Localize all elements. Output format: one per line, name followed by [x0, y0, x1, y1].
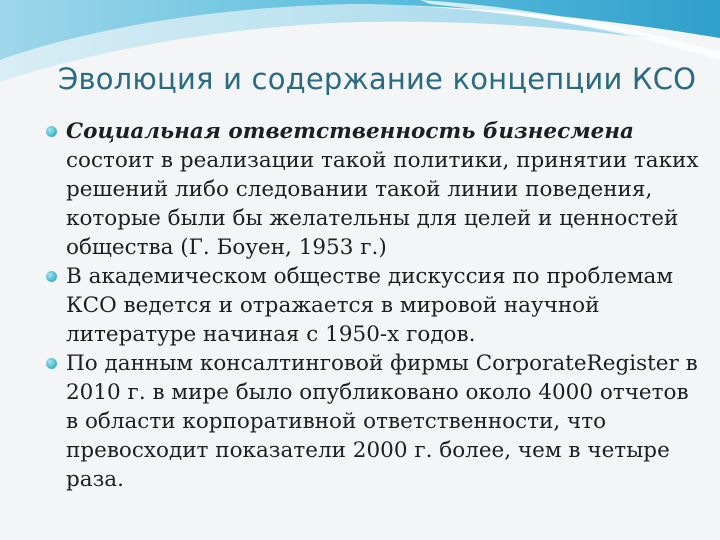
bullet-item-1 [44, 117, 704, 262]
bullet-emphasis: Социальная ответственность бизнесмена [66, 119, 634, 144]
bullet-item-2 [44, 262, 704, 349]
slide-title: Эволюция и содержание концепции КСО [58, 62, 697, 96]
bullet-item-3 [44, 349, 704, 494]
circle-bullet-icon [46, 271, 57, 282]
bullet-list [44, 117, 704, 494]
bullet-text: В академическом обществе дискуссия по проблемам КСО ведется и отражается в мировой научной литературе начиная с 1950-х годов. [66, 264, 674, 347]
bullet-text: По данным консалтинговой фирмы CorporateRegister в 2010 г. в мире было опубликовано около 4000 отчетов в области корпоративной ответственности, что превосходит показатели 2000 г. более, чем в четыре раза. [66, 351, 698, 492]
circle-bullet-icon [46, 358, 57, 369]
circle-bullet-icon [46, 126, 57, 137]
bullet-text: состоит в реализации такой политики, принятии таких решений либо следовании такой линии поведения, которые были бы желательны для целей и ценностей общества (Г. Боуен, 1953 г.) [66, 148, 699, 260]
